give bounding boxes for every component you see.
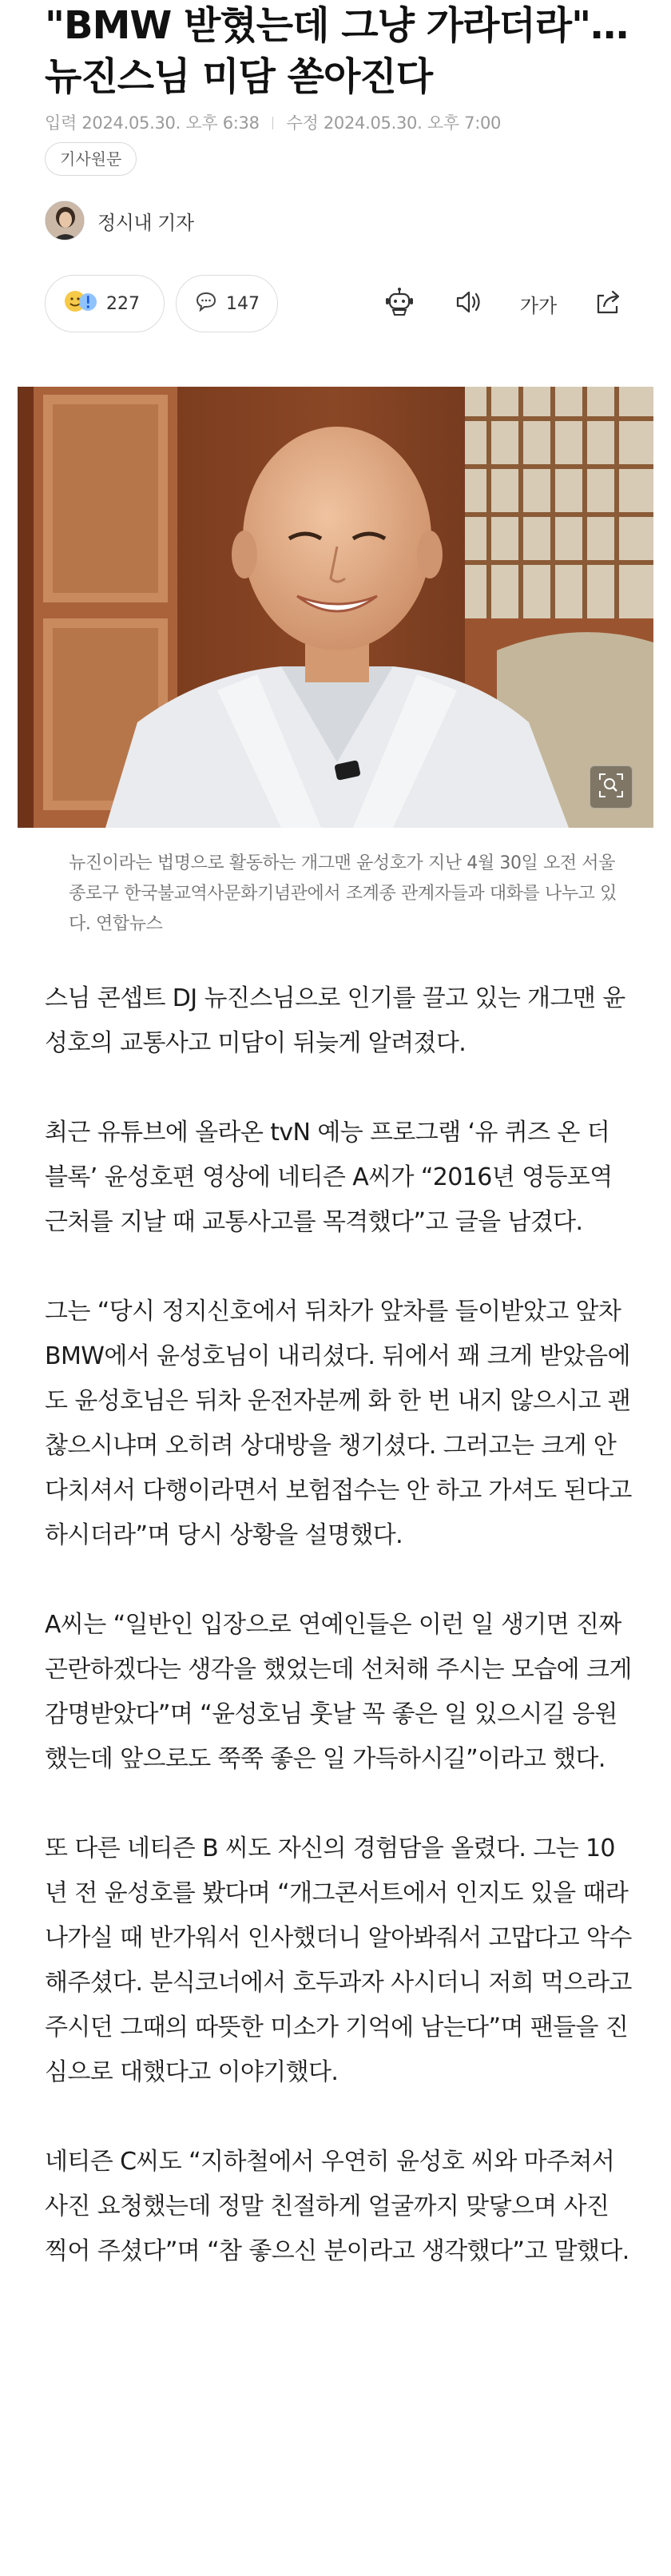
published-label: 입력 xyxy=(45,113,77,133)
article-body xyxy=(45,976,636,2319)
speaker-icon xyxy=(452,286,484,321)
modified-label: 수정 xyxy=(286,113,319,133)
ai-summary-button[interactable] xyxy=(380,284,419,323)
reaction-button[interactable] xyxy=(45,275,165,332)
modified-time: 2024.05.30. 오후 7:00 xyxy=(323,113,502,133)
magnifier-icon xyxy=(598,772,625,802)
reporter-avatar xyxy=(45,201,85,241)
robot-icon xyxy=(383,286,415,321)
body-paragraph: 스님 콘셉트 DJ 뉴진스님으로 인기를 끌고 있는 개그맨 윤성호의 교통사고 미담이 뒤늦게 알려졌다. xyxy=(45,984,625,1057)
article-headline: "BMW 받혔는데 그냥 가라더라"…뉴진스님 미담 쏟아진다 xyxy=(45,3,629,99)
font-size-label: 가가 xyxy=(519,294,558,317)
date-separator xyxy=(272,117,273,129)
photo-zoom-button[interactable] xyxy=(590,765,633,809)
share-icon xyxy=(593,286,625,321)
published-time: 2024.05.30. 오후 6:38 xyxy=(81,113,260,133)
body-paragraph: 그는 “당시 정지신호에서 뒤차가 앞차를 들이받았고 앞차 BMW에서 윤성호님이 내리셨다. 뒤에서 꽤 크게 받았음에도 윤성호님은 뒤차 운전자분께 화 한 번 내지 않으시고 괜찮으시냐며 오히려 상대방을 챙기셨다. 그러고는 크게 안 다치셔서 다행이라면서 보험접수는 안 하고 가셔도 된다고 하시더라”며 당시 상황을 설명했다. xyxy=(45,1298,632,1549)
reporter-info[interactable] xyxy=(45,200,194,241)
comment-bubble-icon xyxy=(194,289,218,318)
monk-portrait-image xyxy=(18,387,653,828)
reaction-emoji-icon xyxy=(63,288,98,320)
comment-button[interactable] xyxy=(176,275,278,332)
article-photo[interactable] xyxy=(18,387,653,828)
font-size-button[interactable] xyxy=(519,284,558,323)
original-article-button[interactable]: 기사원문 xyxy=(45,142,137,176)
photo-caption: 뉴진이라는 법명으로 활동하는 개그맨 윤성호가 지난 4월 30일 오전 서울 종로구 한국불교역사문화기념관에서 조계종 관계자들과 대화를 나누고 있다. 연합뉴스 xyxy=(69,853,617,934)
body-paragraph: A씨는 “일반인 입장으로 연예인들은 이런 일 생기면 진짜 곤란하겠다는 생각을 했었는데 선처해 주시는 모습에 크게 감명받았다”며 “윤성호님 훗날 꼭 좋은 일 있으시길 응원했는데 앞으로도 쭉쭉 좋은 일 가득하시길”이라고 했다. xyxy=(45,1611,632,1773)
share-button[interactable] xyxy=(590,284,628,323)
article-dates xyxy=(45,110,501,134)
reaction-count: 227 xyxy=(106,293,140,314)
text-to-speech-button[interactable] xyxy=(449,284,487,323)
body-paragraph: 최근 유튜브에 올라온 tvN 예능 프로그램 ‘유 퀴즈 온 더 블록’ 윤성호편 영상에 네티즌 A씨가 “2016년 영등포역 근처를 지날 때 교통사고를 목격했다”고 글을 남겼다. xyxy=(45,1119,613,1236)
reporter-name: 정시내 기자 xyxy=(97,211,194,234)
article-actions xyxy=(45,275,639,332)
comment-count: 147 xyxy=(226,293,260,314)
body-paragraph: 네티즌 C씨도 “지하철에서 우연히 윤성호 씨와 마주쳐서 사진 요청했는데 정말 친절하게 얼굴까지 맞닿으며 사진 찍어 주셨다”며 “참 좋으신 분이라고 생각했다”고 말했다. xyxy=(45,2148,629,2265)
body-paragraph: 또 다른 네티즌 B 씨도 자신의 경험담을 올렸다. 그는 10년 전 윤성호를 봤다며 “개그콘서트에서 인지도 있을 때라 나가실 때 반가워서 인사했더니 알아봐줘서 고맙다고 악수해주셨다. 분식코너에서 호두과자 사시더니 저희 먹으라고 주시던 그때의 따뜻한 미소가 기억에 남는다”며 팬들을 진심으로 대했다고 이야기했다. xyxy=(45,1835,632,2086)
